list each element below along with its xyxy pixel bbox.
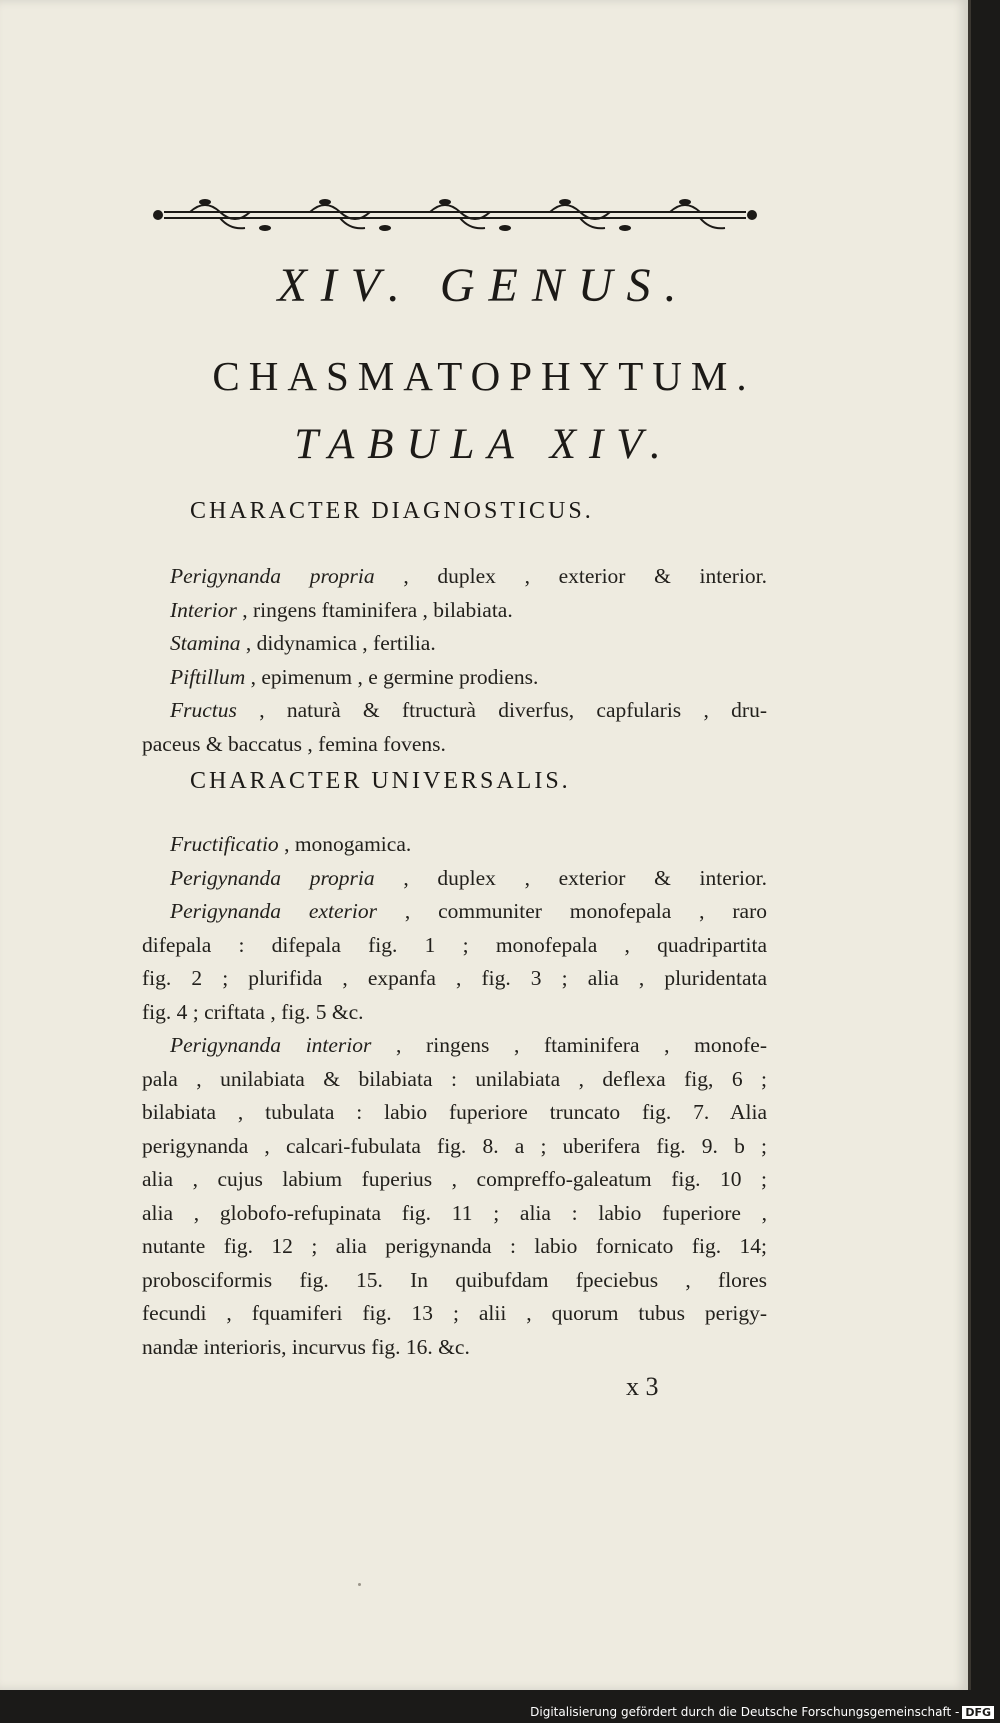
text-line: Interior , ringens ftaminifera , bilabiata. [170,597,513,622]
text-line: perigynanda , calcari-fubulata fig. 8. a ; uberifera fig. 9. b ; [142,1133,767,1158]
text-line: bilabiata , tubulata : labio fuperiore truncato fig. 7. Alia [142,1100,767,1124]
plate-heading: TABULA XIV. [294,421,674,468]
section-heading-universalis: CHARACTER UNIVERSALIS. [190,768,571,794]
text-line: nandæ interioris, incurvus fig. 16. &c. [142,1334,470,1359]
text-line: alia , globofo-refupinata fig. 11 ; alia : labio fuperiore , [142,1200,767,1225]
text-line: Fructus , naturà & ftructurà diverfus, capfularis , dru- [170,698,767,722]
text-line: Perigynanda interior , ringens , ftaminifera , monofe- [170,1033,767,1057]
text-line: difepala : difepala fig. 1 ; monofepala , quadripartita [142,932,767,957]
text-line: Perigynanda propria , duplex , exterior & interior. [170,564,767,588]
text-line: Fructificatio , monogamica. [170,832,412,856]
text-line: fig. 4 ; criftata , fig. 5 &c. [142,999,364,1024]
text-line: Perigynanda exterior , communiter monofepala , raro [170,899,767,923]
digitization-credit [530,1705,994,1719]
text-line: probosciformis fig. 15. In quibufdam fpeciebus , flores [142,1267,767,1292]
text-line: nutante fig. 12 ; alia perigynanda : labio fornicato fig. 14; [142,1234,767,1258]
dfg-logo: DFG [962,1706,994,1719]
text-line: fig. 2 ; plurifida , expanfa , fig. 3 ; alia , pluridentata [142,966,767,990]
signature-mark: x 3 [626,1372,659,1401]
vine-ornament-icon [150,192,760,238]
text-line: pala , unilabiata & bilabiata : unilabiata , deflexa fig, 6 ; [142,1066,767,1091]
text-line: Stamina , didynamica , fertilia. [170,631,436,655]
text-line: Piftillum , epimenum , e germine prodiens. [170,664,539,689]
text-line: Perigynanda propria , duplex , exterior & interior. [170,865,767,890]
text-line: paceus & baccatus , femina fovens. [142,731,446,756]
text-line: fecundi , fquamiferi fig. 13 ; alii , quorum tubus perigy- [142,1301,767,1325]
section-heading-diagnosticus: CHARACTER DIAGNOSTICUS. [190,498,594,524]
universalis-paragraph [142,828,767,1364]
credit-text: Digitalisierung gefördert durch die Deutsche Forschungsgemeinschaft - [530,1705,960,1719]
diagnosticus-paragraph [142,560,767,761]
genus-name: CHASMATOPHYTUM. [212,353,756,399]
paper-speck [358,1583,361,1586]
text-line: alia , cujus labium fuperius , compreffo-galeatum fig. 10 ; [142,1167,767,1191]
genus-heading: XIV. GENUS. [277,259,691,312]
